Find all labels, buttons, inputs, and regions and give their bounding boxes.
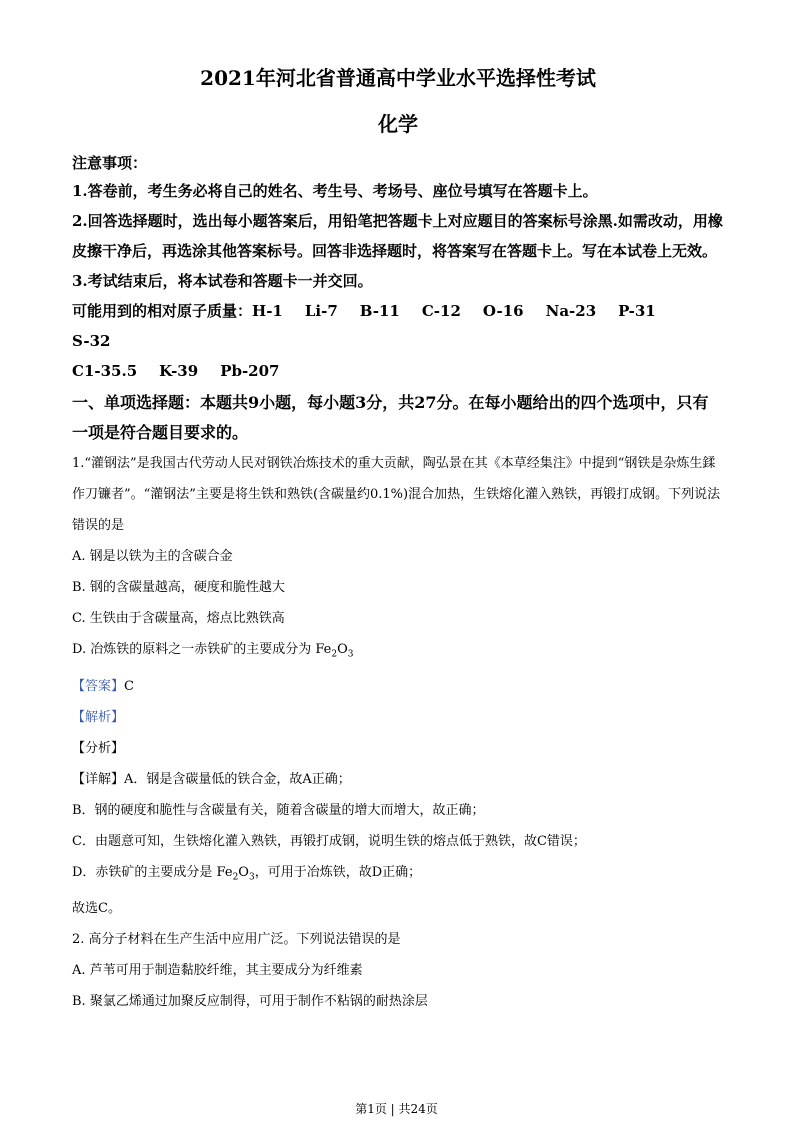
notice-item-1: 1.答卷前，考生务必将自己的姓名、考生号、考场号、座位号填写在答题卡上。 xyxy=(72,182,598,200)
fenxi-tag: 【分析】 xyxy=(72,740,125,756)
notice-item-2: 2.回答选择题时，选出每小题答案后，用铅笔把答题卡上对应题目的答案标号涂黑.如需改动，用橡皮擦干净后，再选涂其他答案标号。回答非选择题时，将答案写在答题卡上。写在本试卷上无效。 xyxy=(72,212,723,260)
subscript: 3 xyxy=(347,649,354,660)
question-1-option-d xyxy=(72,634,724,671)
mass-c: C-12 xyxy=(421,302,461,320)
page-footer: 第1页 | 共24页 xyxy=(355,1102,438,1116)
mass-k: K-39 xyxy=(159,362,199,380)
conclusion: 故选C。 xyxy=(72,901,121,917)
detail-c: C．由题意可知，生铁熔化灌入熟铁，再锻打成钢，说明生铁的熔点低于熟铁，故C错误； xyxy=(72,833,586,849)
mass-h: H-1 xyxy=(252,302,283,320)
atomic-masses xyxy=(72,296,724,386)
subscript: 2 xyxy=(232,872,239,883)
answer-value: C xyxy=(124,678,134,694)
question-2-option-a: A. 芦苇可用于制造黏胶纤维，其主要成分为纤维素 xyxy=(72,963,363,979)
mass-o: O-16 xyxy=(482,302,524,320)
question-1-option-a: A. 钢是以铁为主的含碳合金 xyxy=(72,549,233,564)
question-1-option-c: C. 生铁由于含碳量高，熔点比熟铁高 xyxy=(72,611,285,626)
section-heading: 一、单项选择题：本题共9小题，每小题3分，共27分。在每小题给出的四个选项中，只有一项是符合题目要求的。 xyxy=(72,393,709,442)
atomic-masses-label: 可能用到的相对原子质量： xyxy=(72,302,253,320)
notice-list xyxy=(72,176,724,296)
question-1-stem: 1.“灌钢法”是我国古代劳动人民对钢铁冶炼技术的重大贡献，陶弘景在其《本草经集注》中提到“钢铁是杂炼生鍒作刀镰者”。“灌钢法”主要是将生铁和熟铁(含碳量约0.1%)混合加热，生铁熔化灌入熟铁，再锻打成钢。下列说法错误的是 xyxy=(72,456,721,533)
subscript: 2 xyxy=(331,649,338,660)
answer-line xyxy=(72,671,724,702)
mass-na: Na-23 xyxy=(545,302,597,320)
question-2-stem: 2. 高分子材料在生产生活中应用广泛。下列说法错误的是 xyxy=(72,932,401,948)
exam-subject: 化学 xyxy=(378,112,418,136)
exam-title: 2021年河北省普通高中学业水平选择性考试 xyxy=(200,66,596,90)
notice-item-3: 3.考试结束后，将本试卷和答题卡一并交回。 xyxy=(72,272,373,290)
subscript: 3 xyxy=(248,872,255,883)
formula-part: O xyxy=(238,864,249,880)
mass-s: S-32 xyxy=(72,332,111,350)
detail-d xyxy=(72,857,724,894)
mass-cl: C1-35.5 xyxy=(72,362,138,380)
mass-p: P-31 xyxy=(618,302,656,320)
exam-page xyxy=(72,64,724,1017)
question-1 xyxy=(72,448,724,924)
formula-part: O xyxy=(337,642,348,657)
analysis-tag: 【解析】 xyxy=(72,709,125,725)
detail-b: B．钢的硬度和脆性与含碳量有关，随着含碳量的增大而增大，故正确； xyxy=(72,802,485,818)
option-d-text: D. 冶炼铁的原料之一赤铁矿的主要成分为 Fe xyxy=(72,642,332,657)
detail-d-text: D．赤铁矿的主要成分是 Fe xyxy=(72,864,233,880)
notice-heading: 注意事项： xyxy=(72,154,148,172)
mass-b: B-11 xyxy=(359,302,400,320)
mass-li: Li-7 xyxy=(304,302,338,320)
mass-pb: Pb-207 xyxy=(220,362,280,380)
detail-a: 【详解】A．钢是含碳量低的铁合金，故A正确； xyxy=(72,771,351,787)
answer-tag: 【答案】 xyxy=(72,678,125,694)
question-1-option-b: B. 钢的含碳量越高，硬度和脆性越大 xyxy=(72,580,285,595)
question-2-option-b: B. 聚氯乙烯通过加聚反应制得，可用于制作不粘锅的耐热涂层 xyxy=(72,994,428,1010)
detail-d-suffix: ，可用于冶炼铁，故D正确； xyxy=(254,864,422,880)
question-2 xyxy=(72,924,724,1017)
